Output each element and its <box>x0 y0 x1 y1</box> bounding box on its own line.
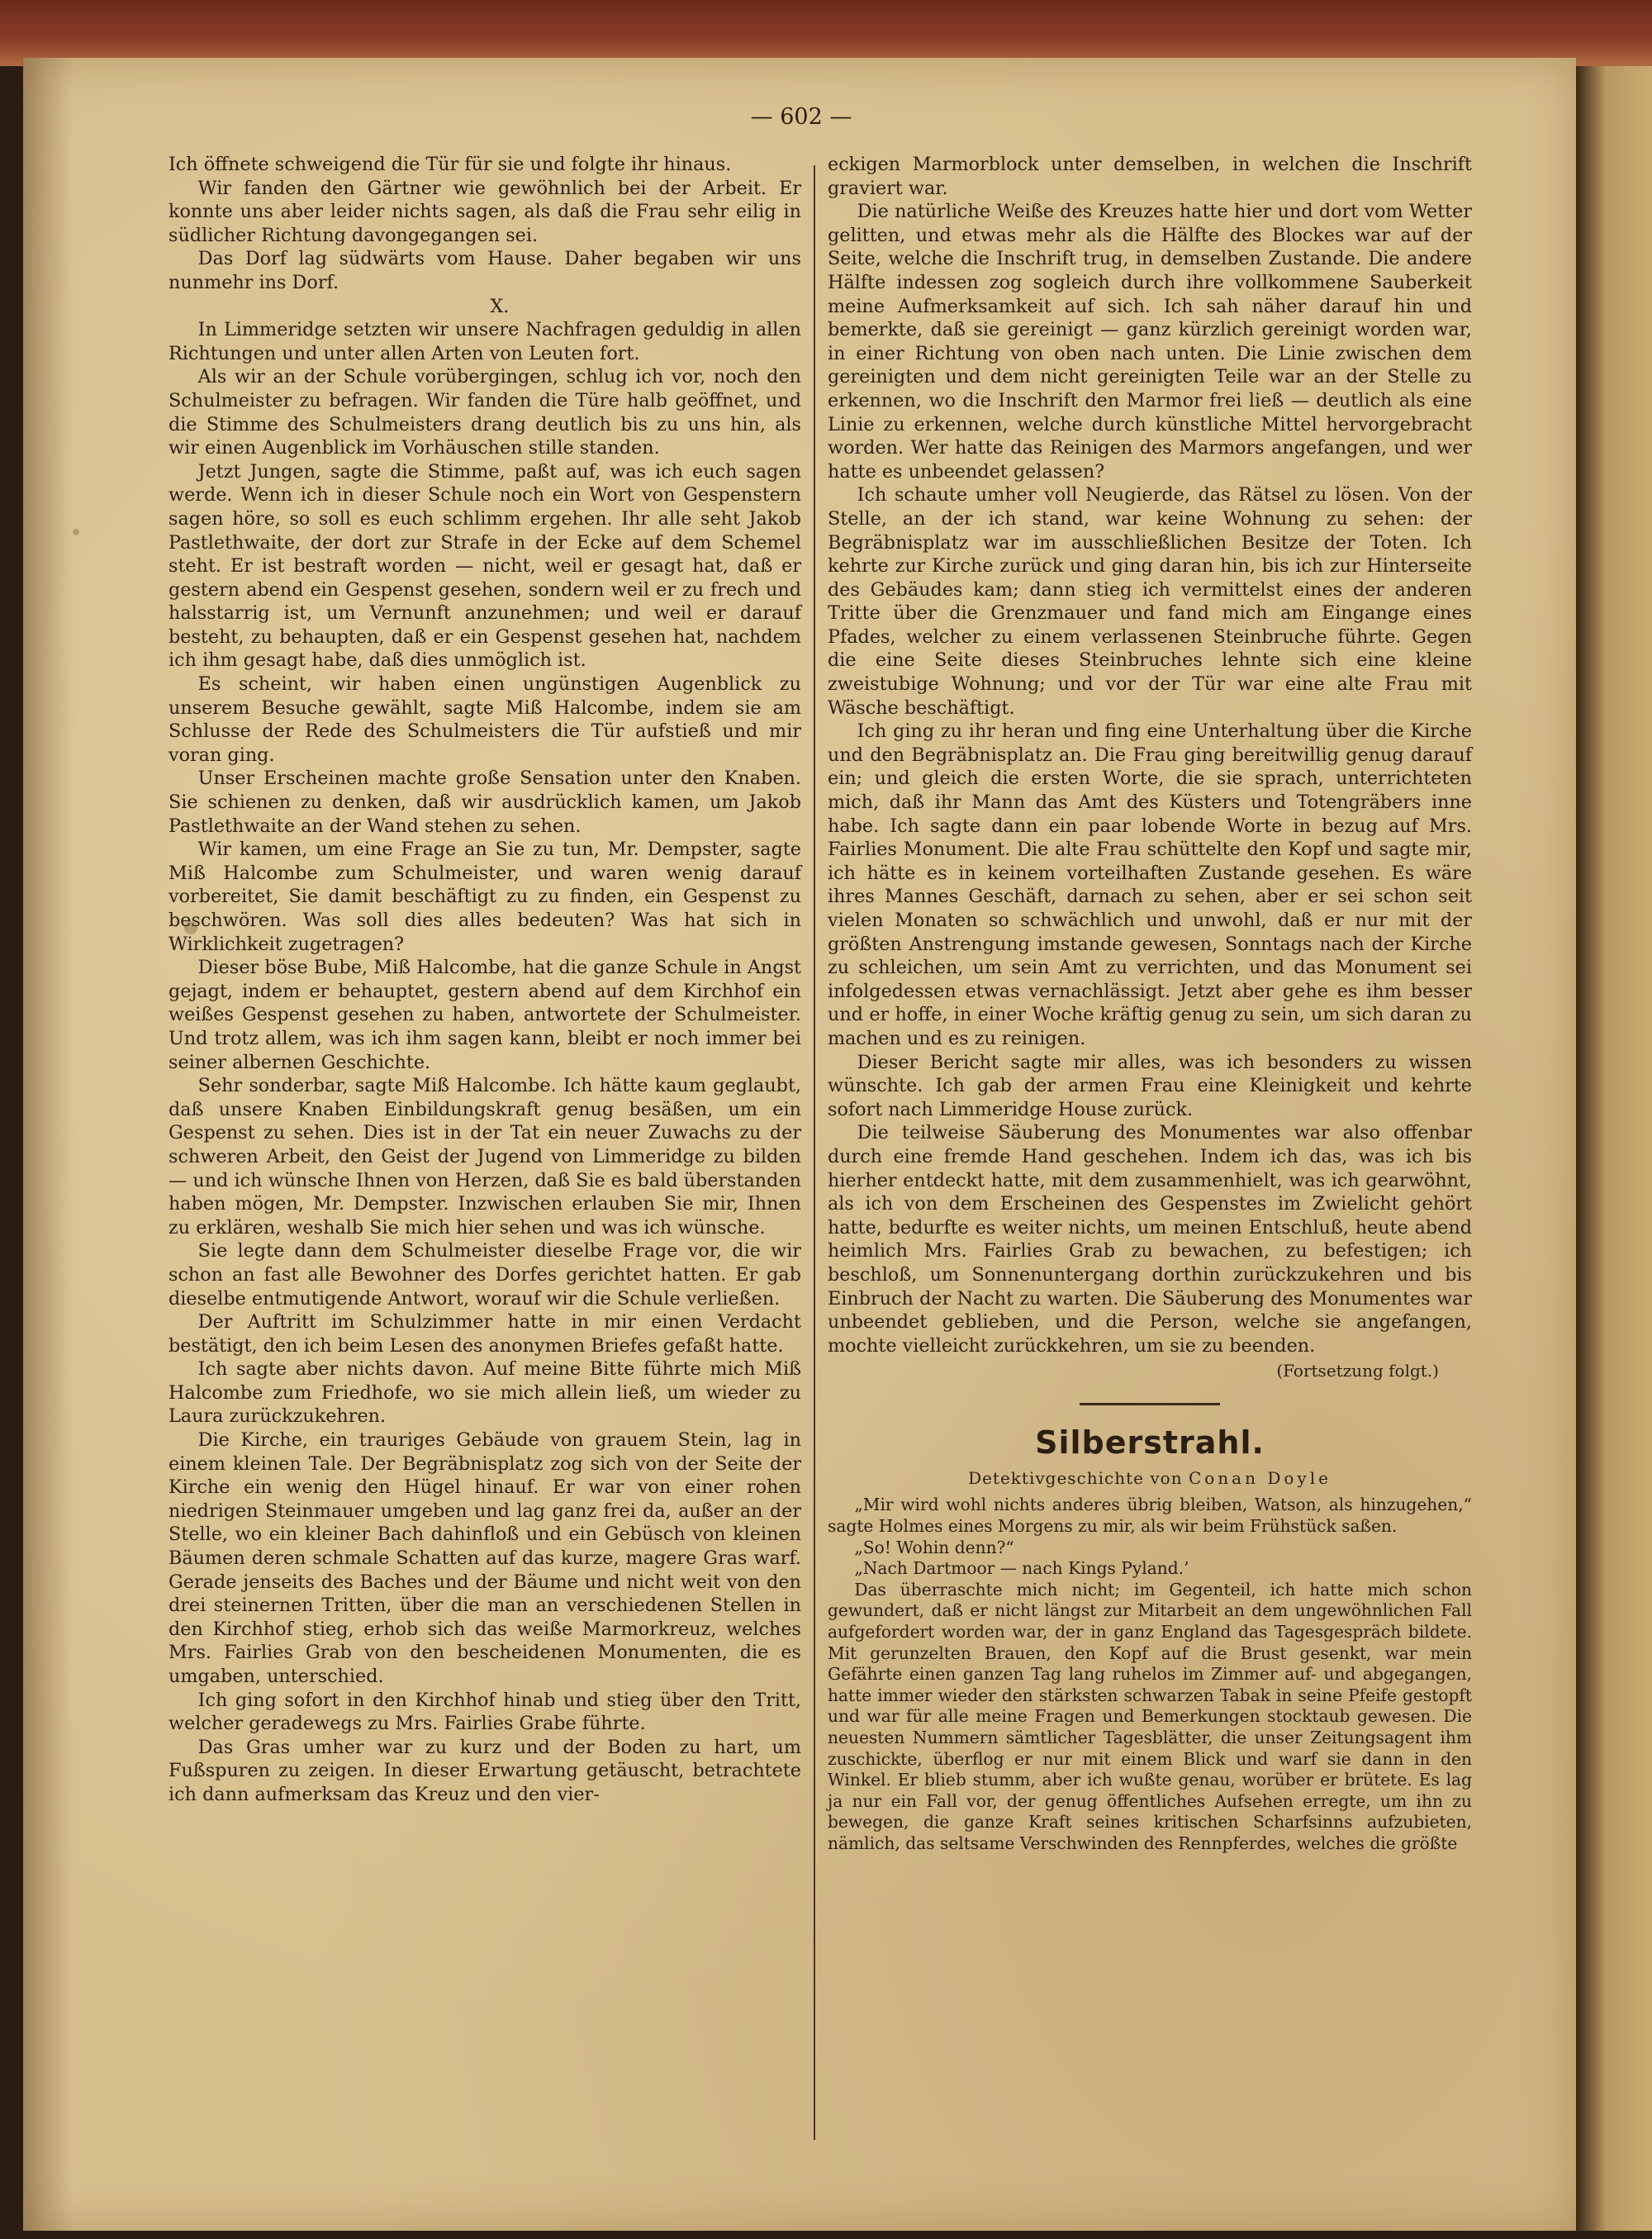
story-subtitle: Detektivgeschichte von <box>968 1467 1183 1488</box>
page-number: — 602 — <box>750 104 852 130</box>
paper-stain <box>73 529 79 535</box>
facing-page-edge <box>1576 66 1652 2231</box>
paragraph: eckigen Marmorblock unter demselben, in welchen die Inschrift graviert war. <box>828 154 1472 199</box>
right-column <box>828 153 1472 1855</box>
paragraph: Jetzt Jungen, sagte die Stimme, paßt auf, was ich euch sagen werde. Wenn ich in dieser Schule noch ein Wort von Gespenstern sagen höre, so soll es euch schlimm ergehen. Ihr alle seht Jakob Pastlethwaite, der dort zur Strafe in der Ecke auf dem Schemel steht. Er ist bestraft worden — nicht, weil er gesagt hat, daß er gestern abend ein Gespenst gesehen, sondern weil er zu frech und halsstarrig ist, um Vernunft anzunehmen; und weil er darauf besteht, zu behaupten, daß er ein Gespenst gesehen hat, nachdem ich ihm gesagt habe, daß dies unmöglich ist. <box>169 460 801 672</box>
paragraph: „So! Wohin denn?“ <box>854 1537 1014 1557</box>
paragraph: Dieser böse Bube, Miß Halcombe, hat die ganze Schule in Angst gejagt, indem er behauptet, gestern abend auf dem Kirchhof ein weißes Gespenst gesehen zu haben, antwortete der Schulmeister. Und trotz allem, was ich ihm sagen kann, bleibt er noch immer bei seiner albernen Geschichte. <box>169 957 801 1073</box>
paragraph: Die Kirche, ein trauriges Gebäude von grauem Stein, lag in einem kleinen Tale. Der Begräbnisplatz zog sich von der Seite der Kirche ein wenig den Hügel hinauf. Er war von einer rohen niedrigen Steinmauer umgeben und lag ganz frei da, außer an der Stelle, wo ein kleiner Bach dahinfloß und ein Gebüsch von kleinen Bäumen deren schmale Schatten auf das kurze, magere Gras warf. Gerade jenseits des Baches und der Bäume und nicht weit von den drei steinernen Tritten, über die man an verschiedenen Stellen in den Kirchhof stieg, erhob sich das weiße Marmorkreuz, welches Mrs. Fairlies Grab von den bescheidenen Monumenten, die es umgaben, unterschied. <box>169 1429 801 1687</box>
continued-note: (Fortsetzung folgt.) <box>1276 1361 1439 1381</box>
paragraph: Das Gras umher war zu kurz und der Boden zu hart, um Fußspuren zu zeigen. In dieser Erwartung getäuscht, betrachtete ich dann aufmerksam das Kreuz und den vier- <box>169 1736 801 1805</box>
paragraph: Sehr sonderbar, sagte Miß Halcombe. Ich hätte kaum geglaubt, daß unsere Knaben Einbildungskraft genug besäßen, um ein Gespenst zu sehen. Dies ist in der Tat ein neuer Zuwachs zu der schweren Arbeit, den Geist der Jugend von Limmeridge zu bilden — und ich wünsche Ihnen von Herzen, daß Sie es bald überstanden haben mögen, Mr. Dempster. Inzwischen erlauben Sie mir, Ihnen zu erklären, weshalb Sie mich hier sehen und was ich wünsche. <box>169 1075 801 1238</box>
paragraph: Das überraschte mich nicht; im Gegenteil, ich hatte mich schon gewundert, daß er nicht längst zur Mitarbeit an dem ungewöhnlichen Fall aufgefordert worden war, der in ganz England das Tagesgespräch bildete. Mit gerunzelten Brauen, den Kopf auf die Brust gesenkt, war mein Gefährte einen ganzen Tag lang ruhelos im Zimmer auf- und abgegangen, hatte immer wieder den stärksten schwarzen Tabak in seine Pfeife gestopft und war für alle meine Fragen und Bemerkungen stocktaub gewesen. Die neuesten Nummern sämtlicher Tagesblätter, die unser Zeitungsagent ihm zuschickte, überflog er nur mit einem Blick und warf sie dann in den Winkel. Er blieb stumm, aber ich wußte genau, worüber er brütete. Es lag ja nur ein Fall vor, der genug öffentliches Aufsehen erregte, um ihn zu bewegen, die ganze Kraft seines kritischen Scharfsinns aufzubieten, nämlich, das seltsame Verschwinden des Rennpferdes, welches die größte <box>828 1579 1472 1853</box>
paragraph: Die teilweise Säuberung des Monumentes war also offenbar durch eine fremde Hand geschehen. Indem ich das, was ich bis hierher entdeckt hatte, mit dem zusammenhielt, was ich gearwöhnt, als ich von dem Erscheinen des Gespenstes im Zwielicht gehört hatte, bedurfte es weiter nichts, um meinen Entschluß, heute abend heimlich Mrs. Fairlies Grab zu bewachen, zu befestigen; ich beschloß, um Sonnenuntergang dorthin zurückzukehren und bis Einbruch der Nacht zu warten. Die Säuberung des Monumentes war unbeendet geblieben, und die Person, welche sie angefangen, mochte vielleicht zurückkehren, um sie zu beenden. <box>828 1122 1472 1357</box>
top-edge-band <box>0 0 1652 66</box>
paragraph: Ich sagte aber nichts davon. Auf meine Bitte führte mich Miß Halcombe zum Friedhofe, wo sie mich allein ließ, um wieder zu Laura zurückzukehren. <box>169 1358 801 1428</box>
paragraph: Als wir an der Schule vorübergingen, schlug ich vor, noch den Schulmeister zu befragen. Wir fanden die Türe halb geöffnet, und die Stimme des Schulmeisters drang deutlich bis zu uns hin, als wir einen Augenblick im Vorhäuschen stille standen. <box>169 366 801 459</box>
paragraph: „Nach Dartmoor — nach Kings Pyland.’ <box>854 1558 1189 1579</box>
paragraph: „Mir wird wohl nichts anderes übrig bleiben, Watson, als hinzugehen,“ sagte Holmes eines Morgens zu mir, als wir beim Frühstück saßen. <box>828 1495 1472 1537</box>
paragraph: Die natürliche Weiße des Kreuzes hatte hier und dort vom Wetter gelitten, und etwas mehr als die Hälfte des Blockes war auf der Seite, welche die Inschrift trug, in demselben Zustande. Die andere Hälfte indessen zog sogleich durch ihre vollkommene Sauberkeit meine Aufmerksamkeit auf sich. Ich sah näher darauf hin und bemerkte, daß sie gereinigt — ganz kürzlich gereinigt worden war, in einer Richtung von oben nach unten. Die Linie zwischen dem gereinigten und dem nicht gereinigten Teile war an der Stelle zu erkennen, wo die Inschrift den Marmor frei ließ — deutlich als eine Linie zu erkennen, welche durch künstliche Mittel hervorgebracht worden. Wer hatte das Reinigen des Marmors angefangen, und wer hatte es unbeendet gelassen? <box>828 201 1472 483</box>
paragraph: Ich schaute umher voll Neugierde, das Rätsel zu lösen. Von der Stelle, an der ich stand, war keine Wohnung zu sehen: der Begräbnisplatz war im ausschließlichen Besitze der Toten. Ich kehrte zur Kirche zurück und ging daran hin, bis ich zur Hinterseite des Gebäudes kam; dann stieg ich vermittelst eines der anderen Tritte über die Grenzmauer und fand mich am Eingange eines Pfades, welcher zu einem verlassenen Steinbruche führte. Gegen die eine Seite dieses Steinbruches lehnte sich eine kleine zweistubige Wohnung; und vor der Tür war eine alte Frau mit Wäsche beschäftigt. <box>828 484 1472 719</box>
section-number: X. <box>490 295 510 317</box>
paragraph: Es scheint, wir haben einen ungünstigen Augenblick zu unserem Besuche gewählt, sagte Miß Halcombe, indem sie am Schlusse der Rede des Schulmeisters die Tür aufstieß und mir voran ging. <box>169 673 801 766</box>
paragraph: In Limmeridge setzten wir unsere Nachfragen geduldig in allen Richtungen und unter allen Arten von Leuten fort. <box>169 319 801 364</box>
paragraph: Wir kamen, um eine Frage an Sie zu tun, Mr. Dempster, sagte Miß Halcombe zum Schulmeister, und waren wenig darauf vorbereitet, Sie damit beschäftigt zu zu finden, ein Gespenst zu beschwören. Was soll dies alles bedeuten? Was hat sich in Wirklichkeit zugetragen? <box>169 839 801 955</box>
paragraph: Das Dorf lag südwärts vom Hause. Daher begaben wir uns nunmehr ins Dorf. <box>169 248 801 293</box>
left-column <box>169 153 801 1807</box>
story-title: Silberstrahl. <box>1035 1424 1265 1461</box>
paragraph: Dieser Bericht sagte mir alles, was ich besonders zu wissen wünschte. Ich gab der armen Frau eine Kleinigkeit und kehrte sofort nach Limmeridge House zurück. <box>828 1051 1472 1120</box>
paragraph: Sie legte dann dem Schulmeister dieselbe Frage vor, die wir schon an fast alle Bewohner des Dorfes gerichtet hatten. Er gab dieselbe entmutigende Antwort, worauf wir die Schule verließen. <box>169 1240 801 1310</box>
paragraph: Ich ging sofort in den Kirchhof hinab und stieg über den Tritt, welcher geradewegs zu Mrs. Fairlies Grabe führte. <box>169 1689 801 1735</box>
paragraph: Wir fanden den Gärtner wie gewöhnlich bei der Arbeit. Er konnte uns aber leider nichts sagen, als daß die Frau sehr eilig in südlicher Richtung davongegangen sei. <box>169 177 801 246</box>
story-byline <box>828 1467 1472 1490</box>
paragraph: Ich ging zu ihr heran und fing eine Unterhaltung über die Kirche und den Begräbnisplatz an. Die Frau ging bereitwillig genug darauf ein; und gleich die ersten Worte, die sie sprach, unterrichteten mich, daß ihr Mann das Amt des Küsters und Totengräbers inne habe. Ich sagte dann ein paar lobende Worte in bezug auf Mrs. Fairlies Monument. Die alte Frau schüttelte den Kopf und sagte mir, ich hätte es in keinem vorteilhaften Zustande gesehen. Es wäre ihres Mannes Geschäft, darnach zu sehen, aber er sei schon seit vielen Monaten so schwächlich und unwohl, daß er nur mit der größten Anstrengung imstande gewesen, Sonntags nach der Kirche zu schleichen, um sein Amt zu verrichten, und das Monument sei infolgedessen etwas vernachlässigt. Jetzt aber gehe es ihm besser und er hoffe, in einer Woche kräftig genug zu sein, um sich daran zu machen und es zu reinigen. <box>828 720 1472 1049</box>
paragraph: Ich öffnete schweigend die Tür für sie und folgte ihr hinaus. <box>169 154 732 175</box>
story-section <box>828 1424 1472 1855</box>
gutter-shadow <box>23 58 73 2231</box>
section-rule <box>1080 1403 1220 1405</box>
paragraph: Der Auftritt im Schulzimmer hatte in mir einen Verdacht bestätigt, den ich beim Lesen des anonymen Briefes gefaßt hatte. <box>169 1311 801 1357</box>
column-divider <box>814 165 815 2140</box>
paragraph: Unser Erscheinen machte große Sensation unter den Knaben. Sie schienen zu denken, daß wir ausdrücklich kamen, um Jakob Pastlethwaite an der Wand stehen zu sehen. <box>169 768 801 837</box>
story-author: Conan Doyle <box>1188 1467 1332 1488</box>
